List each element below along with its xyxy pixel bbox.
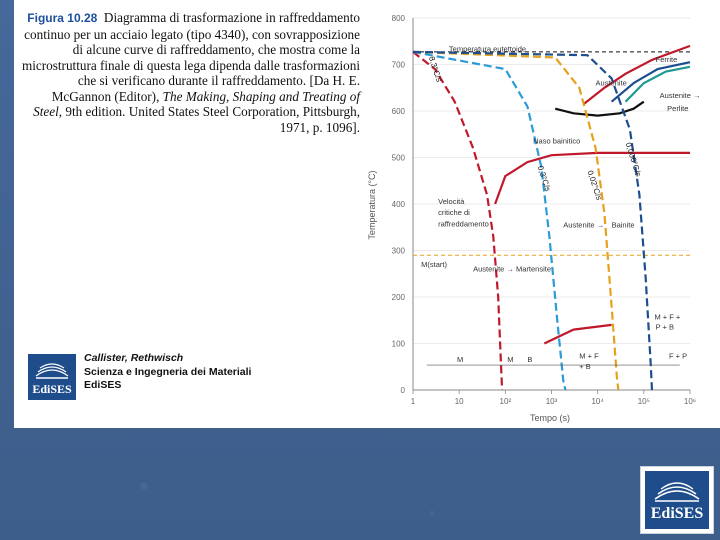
y-tick-label: 800 <box>391 14 405 23</box>
publisher-text <box>84 352 251 393</box>
caption-text-end: , 9th edition. United States Steel Corporation, Pittsburgh, 1971, p. 1096]. <box>58 104 360 135</box>
y-tick-label: 0 <box>400 386 405 395</box>
x-tick-label: 10³ <box>545 397 558 406</box>
x-tick-label: 10² <box>499 397 512 406</box>
x-axis-label: Tempo (s) <box>529 413 571 423</box>
y-tick-label: 200 <box>391 293 405 302</box>
corner-logo-word: EdiSES <box>650 505 704 522</box>
cct-diagram <box>355 0 715 428</box>
chart-annotation: Velocità <box>438 197 465 206</box>
figure-label: Figura 10.28 <box>27 11 98 25</box>
chart-annotation: Austenite → <box>659 90 701 100</box>
chart-annotation: M + F + <box>654 312 681 322</box>
chart-annotation: Ferrite <box>655 55 678 65</box>
x-tick-label: 1 <box>410 397 416 406</box>
cooling-rate-label: 8,3°C/s <box>426 55 444 84</box>
y-tick-label: 500 <box>391 153 405 163</box>
corner-logo-inner <box>645 471 709 529</box>
publisher-name: EdiSES <box>84 379 122 391</box>
x-tick-label: 10 <box>454 397 464 406</box>
y-tick-label: 600 <box>391 107 405 116</box>
caption-book-title: The Making, Shaping and Treating of Steel <box>33 88 360 119</box>
y-tick-label: 300 <box>391 246 405 256</box>
y-tick-label: 100 <box>391 339 405 349</box>
chart-annotation: Austenite → <box>563 220 605 230</box>
chart-annotation: Temperatura eutettoide <box>448 44 527 54</box>
chart-annotations <box>421 44 700 371</box>
chart-annotation: Austenite → Martensite <box>473 264 552 274</box>
cooling-rate-label: 0,3°C/s <box>535 164 553 193</box>
logo-word: EdiSES <box>32 382 72 396</box>
chart-annotation: critiche di <box>438 208 470 218</box>
publisher-block <box>28 352 298 402</box>
boundary-line <box>544 325 611 344</box>
chart-annotation: Austenite <box>595 78 627 88</box>
chart-annotation: raffreddamento <box>438 219 489 229</box>
cooling-rate-label: 0,006°C/s <box>623 141 644 178</box>
x-tick-label: 10⁶ <box>683 397 697 406</box>
chart-annotation: M + F <box>579 351 599 361</box>
region-boundaries <box>413 46 690 344</box>
chart-annotation: M <box>507 355 514 365</box>
y-tick-label: 700 <box>391 60 405 70</box>
chart-annotation: F + P <box>668 351 688 361</box>
y-tick-label: 400 <box>391 200 405 209</box>
corner-edises-logo <box>640 466 714 534</box>
chart-annotation: Naso bainitico <box>533 136 581 146</box>
caption-text: Diagramma di trasformazione in raffreddamento continuo per un acciaio legato (tipo 4340), con sovrapposizione di alcune curve di raffreddamento, che mostra come la microstruttura finale di questa lega dipenda dalle trasformazioni che si verificano durante il raffreddamento. [Da H. E. McGannon (Editor), <box>22 10 360 104</box>
chart-annotation: B <box>527 355 533 365</box>
book-lines-icon <box>34 360 70 380</box>
chart-annotation: Bainite <box>611 220 635 230</box>
x-tick-label: 10⁵ <box>637 397 650 406</box>
edises-logo <box>28 354 76 400</box>
y-axis-label: Temperatura (°C) <box>367 170 377 240</box>
figure-caption <box>22 10 360 135</box>
book-authors: Callister, Rethwisch <box>84 352 184 364</box>
boundary-line <box>555 102 644 116</box>
x-tick-label: 10⁴ <box>591 397 604 406</box>
chart-annotation: M(start) <box>421 259 447 269</box>
chart-annotation: + B <box>579 362 591 372</box>
book-title: Scienza e Ingegneria dei Materiali <box>84 365 252 378</box>
chart-annotation: P + B <box>655 322 675 332</box>
chart-annotation: M <box>457 355 464 365</box>
cooling-curve <box>413 52 565 390</box>
book-lines-icon <box>653 477 701 503</box>
chart-annotation: Perlite <box>667 104 689 113</box>
cooling-rate-label: 0,02°C/s <box>585 169 604 202</box>
